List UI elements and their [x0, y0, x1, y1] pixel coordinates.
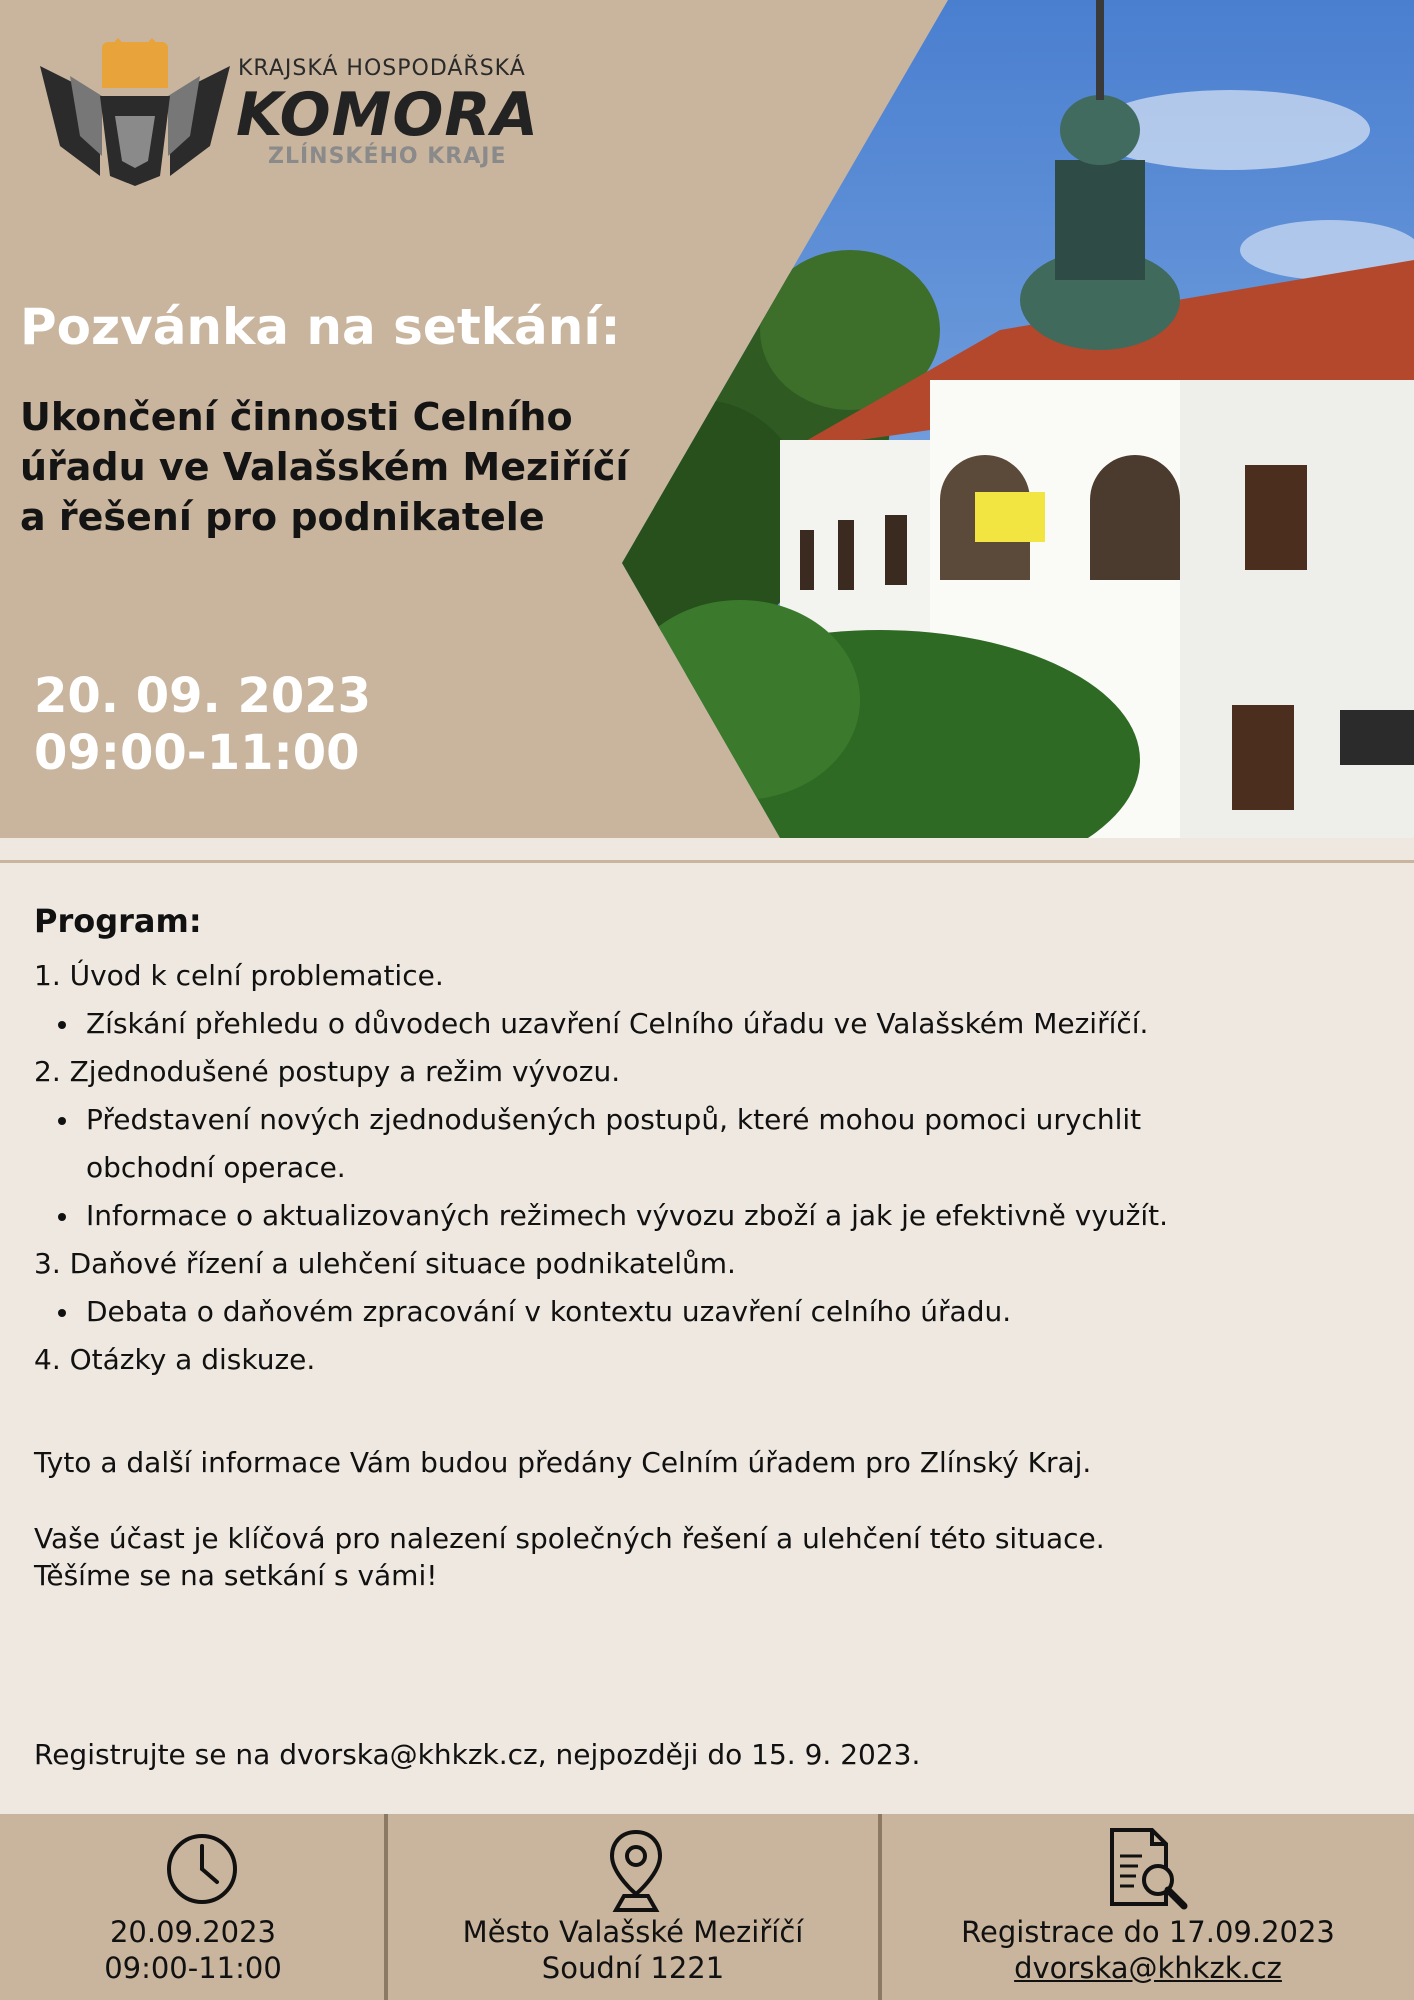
logo — [40, 36, 540, 186]
lion-crown-emblem — [40, 36, 230, 186]
event-time: 09:00-11:00 — [34, 725, 360, 781]
program-heading: Program: — [34, 902, 202, 940]
footer-city: Město Valašské Meziříčí — [462, 1915, 804, 1949]
event-title-line: úřadu ve Valašském Meziříčí — [20, 445, 629, 489]
registration-email-link[interactable]: dvorska@khkzk.cz — [1014, 1951, 1282, 1985]
document-search-icon — [1104, 1826, 1190, 1912]
footer-registration-column — [882, 1814, 1414, 2000]
logo-wordmark: KOMORA — [236, 80, 540, 150]
program-item: 2. Zjednodušené postupy a režim vývozu. — [34, 1055, 621, 1088]
closing-line: Těšíme se na setkání s vámi! — [34, 1559, 438, 1592]
footer-location-column — [388, 1814, 878, 2000]
program-bullet-line: obchodní operace. — [86, 1151, 346, 1184]
closing-line: Vaše účast je klíčová pro nalezení společných řešení a ulehčení této situace. — [34, 1522, 1105, 1555]
program-item: 1. Úvod k celní problematice. — [34, 959, 444, 992]
program-bullet-line: Představení nových zjednodušených postupů, které mohou pomoci urychlit — [86, 1103, 1142, 1136]
header-banner — [0, 0, 1414, 838]
footer-location-text — [388, 1914, 878, 1986]
program-section — [34, 896, 1374, 1384]
footer-date: 20.09.2023 — [109, 1915, 277, 1949]
footer-date-column — [0, 1814, 386, 2000]
closing-paragraph — [34, 1520, 1105, 1594]
footer-registration-deadline: Registrace do 17.09.2023 — [961, 1915, 1335, 1949]
program-bullet: Debata o daňovém zpracování v kontextu uzavření celního úřadu. — [34, 1288, 1374, 1336]
program-item: 4. Otázky a diskuze. — [34, 1343, 316, 1376]
info-paragraph: Tyto a další informace Vám budou předány Celním úřadem pro Zlínský Kraj. — [34, 1446, 1092, 1479]
clock-icon — [165, 1832, 239, 1906]
logo-line-3: ZLÍNSKÉHO KRAJE — [268, 144, 507, 169]
program-bullet — [34, 1096, 1374, 1192]
section-divider — [0, 860, 1414, 863]
footer-address: Soudní 1221 — [541, 1951, 725, 1985]
footer-registration-text — [882, 1914, 1414, 1986]
event-title — [20, 392, 660, 542]
event-title-line: Ukončení činnosti Celního — [20, 395, 573, 439]
logo-line-1: KRAJSKÁ HOSPODÁŘSKÁ — [238, 56, 526, 81]
footer-bar — [0, 1814, 1414, 2000]
footer-time: 09:00-11:00 — [104, 1951, 282, 1985]
event-title-line: a řešení pro podnikatele — [20, 495, 545, 539]
event-date: 20. 09. 2023 — [34, 668, 372, 724]
event-date-time — [34, 668, 371, 782]
program-bullet: Informace o aktualizovaných režimech vývozu zboží a jak je efektivně využít. — [34, 1192, 1374, 1240]
registration-note: Registrujte se na dvorska@khkzk.cz, nejpozději do 15. 9. 2023. — [34, 1738, 921, 1771]
invitation-heading: Pozvánka na setkání: — [20, 298, 621, 356]
map-pin-icon — [606, 1828, 666, 1914]
program-item: 3. Daňové řízení a ulehčení situace podnikatelům. — [34, 1247, 736, 1280]
program-bullet: Získání přehledu o důvodech uzavření Celního úřadu ve Valašském Meziříčí. — [34, 1000, 1374, 1048]
footer-date-text — [0, 1914, 386, 1986]
